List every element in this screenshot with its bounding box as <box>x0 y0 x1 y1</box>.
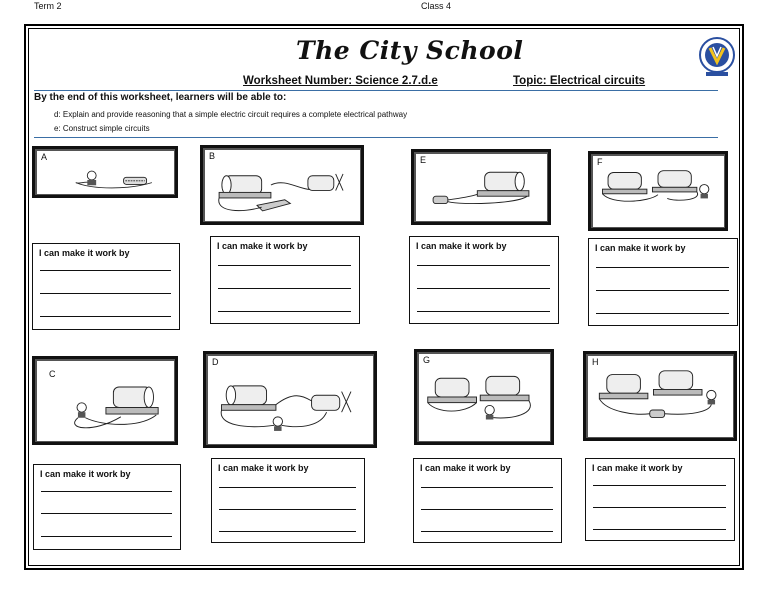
answer-line[interactable] <box>593 485 726 486</box>
answer-line[interactable] <box>593 507 726 508</box>
circuit-label: G <box>423 355 431 365</box>
circuit-label: D <box>212 357 219 367</box>
circuit-diagram-b <box>200 145 364 225</box>
answer-line[interactable] <box>218 311 351 312</box>
answer-prompt: I can make it work by <box>218 463 309 473</box>
term-label: Term 2 <box>34 1 62 11</box>
circuit-drawing <box>206 354 374 445</box>
circuit-label: A <box>41 152 48 162</box>
answer-box-g[interactable] <box>413 458 562 543</box>
circuit-drawing <box>35 149 175 195</box>
answer-line[interactable] <box>41 491 172 492</box>
class-label: Class 4 <box>421 1 452 11</box>
answer-box-a[interactable] <box>32 243 180 330</box>
answer-prompt: I can make it work by <box>592 463 683 473</box>
divider <box>34 90 718 91</box>
answer-line[interactable] <box>40 316 171 317</box>
answer-line[interactable] <box>596 313 729 314</box>
worksheet-number: Worksheet Number: Science 2.7.d.e <box>243 75 438 87</box>
answer-prompt: I can make it work by <box>416 241 507 251</box>
circuit-label: C <box>49 369 56 379</box>
circuit-diagram-d <box>203 351 377 448</box>
circuit-drawing <box>586 354 734 438</box>
circuit-drawing <box>414 152 548 222</box>
answer-line[interactable] <box>417 288 550 289</box>
school-logo <box>698 36 736 78</box>
answer-box-b[interactable] <box>210 236 360 324</box>
learning-intro: By the end of this worksheet, learners will be able to: <box>34 92 287 103</box>
circuit-label: H <box>592 357 599 367</box>
answer-line[interactable] <box>596 267 729 268</box>
worksheet-topic: Topic: Electrical circuits <box>513 75 646 87</box>
answer-line[interactable] <box>417 265 550 266</box>
circuit-diagram-c <box>32 356 178 445</box>
circuit-drawing <box>591 154 725 228</box>
circuit-diagram-h <box>583 351 737 441</box>
answer-line[interactable] <box>218 265 351 266</box>
circuit-drawing <box>35 359 175 442</box>
answer-line[interactable] <box>593 529 726 530</box>
answer-prompt: I can make it work by <box>40 469 131 479</box>
circuit-diagram-e <box>411 149 551 225</box>
circuit-label: F <box>597 157 603 167</box>
answer-line[interactable] <box>421 487 553 488</box>
divider <box>34 137 718 138</box>
school-title: The City School <box>296 36 524 65</box>
answer-line[interactable] <box>421 509 553 510</box>
answer-prompt: I can make it work by <box>39 248 130 258</box>
answer-line[interactable] <box>421 531 553 532</box>
objective-e: e: Construct simple circuits <box>54 124 150 133</box>
circuit-label: B <box>209 151 216 161</box>
answer-line[interactable] <box>219 531 356 532</box>
answer-line[interactable] <box>417 311 550 312</box>
answer-prompt: I can make it work by <box>420 463 511 473</box>
answer-line[interactable] <box>40 270 171 271</box>
circuit-label: E <box>420 155 427 165</box>
answer-box-h[interactable] <box>585 458 735 541</box>
circuit-diagram-g <box>414 349 554 445</box>
answer-box-c[interactable] <box>33 464 181 550</box>
answer-box-f[interactable] <box>588 238 738 326</box>
answer-prompt: I can make it work by <box>595 243 686 253</box>
answer-line[interactable] <box>596 290 729 291</box>
circuit-diagram-f <box>588 151 728 231</box>
circuit-drawing <box>417 352 551 442</box>
answer-box-e[interactable] <box>409 236 559 324</box>
answer-prompt: I can make it work by <box>217 241 308 251</box>
answer-line[interactable] <box>41 536 172 537</box>
answer-line[interactable] <box>40 293 171 294</box>
objective-d: d: Explain and provide reasoning that a simple electric circuit requires a complete electrical pathway <box>54 110 408 119</box>
circuit-diagram-a <box>32 146 178 198</box>
answer-line[interactable] <box>41 513 172 514</box>
answer-line[interactable] <box>218 288 351 289</box>
circuit-drawing <box>203 148 361 222</box>
answer-line[interactable] <box>219 487 356 488</box>
answer-line[interactable] <box>219 509 356 510</box>
answer-box-d[interactable] <box>211 458 365 543</box>
